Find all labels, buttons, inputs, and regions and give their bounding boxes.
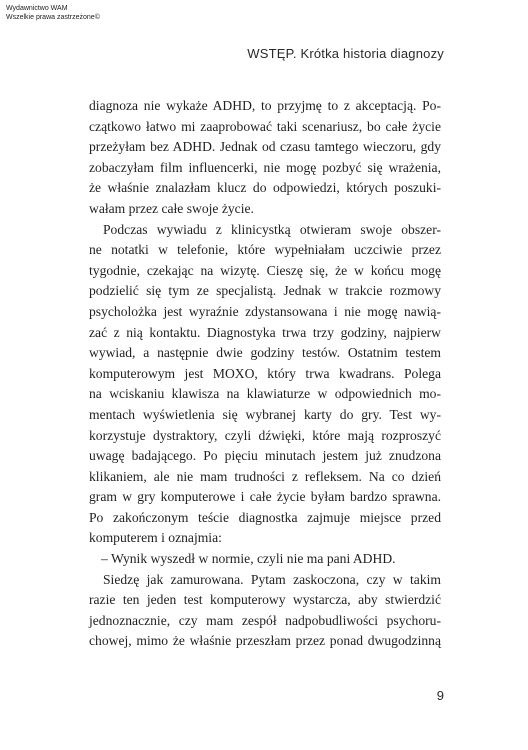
text-line: mentach wyświetlenia się wybranej karty do gry. Test wy- <box>89 406 441 422</box>
running-head: WSTĘP. Krótka historia diagnozy <box>247 46 444 61</box>
text-line: gram w gry komputerowe i całe życie byłam bardzo sprawna. <box>89 489 441 505</box>
text-line: Po zakończonym teście diagnostka zajmuje miejsce przed <box>89 509 441 525</box>
text-line: Siedzę jak zamurowana. Pytam zaskoczona, czy w takim <box>103 571 441 587</box>
text-line: chowej, mimo że właśnie przeszłam przez ponad dwugodzinną <box>89 633 441 649</box>
text-line: jednoznacznie, czy mam zespół nadpobudliwości psychoru- <box>89 612 441 628</box>
text-line: ne notatki w telefonie, które wypełniałam uczciwie przez <box>89 242 441 258</box>
body-text <box>89 96 441 652</box>
text-line: komputerem i oznajmia: <box>89 530 222 546</box>
text-line: że właśnie znalazłam klucz do odpowiedzi, których poszuki- <box>89 180 441 196</box>
publisher-notice <box>6 4 100 22</box>
text-line: na wciskaniu klawisza na klawiaturze w odpowiednich mo- <box>89 386 441 402</box>
page-number: 9 <box>436 688 444 703</box>
text-line: tygodnie, czekając na wizytę. Cieszę się, że w końcu mogę <box>89 262 441 278</box>
text-line: komputerowym jest MOXO, który trwa kwadrans. Polega <box>89 365 441 381</box>
publisher-name: Wydawnictwo WAM <box>6 5 68 12</box>
dialogue-line: – Wynik wyszedł w normie, czyli nie ma pani ADHD. <box>101 551 396 567</box>
text-line: diagnoza nie wykaże ADHD, to przyjmę to z akceptacją. Po- <box>89 98 441 113</box>
text-line: wywiad, a następnie dwie godziny testów. Ostatnim testem <box>89 345 441 361</box>
text-line: klikaniem, ale nie mam trudności z refleksem. Na co dzień <box>89 468 441 484</box>
text-line: uwagę badającego. Po pięciu minutach jestem już znudzona <box>89 448 441 464</box>
text-line: przeżyłam bez ADHD. Jednak od czasu tamtego wieczoru, gdy <box>89 139 441 155</box>
text-line: psycholożka jest wyraźnie zdystansowana i nie mogę nawią- <box>89 303 441 319</box>
text-line: Podczas wywiadu z klinicystką otwieram swoje obszer- <box>103 221 441 237</box>
publisher-rights: Wszelkie prawa zastrzeżone© <box>6 14 100 21</box>
text-line: czątkowo łatwo mi zaaprobować taki scenariusz, bo całe życie <box>89 118 441 134</box>
text-line: zobaczyłam film influencerki, nie mogę pozbyć się wrażenia, <box>89 159 441 175</box>
text-line: razie ten jeden test komputerowy wystarcza, aby stwierdzić <box>89 592 441 608</box>
text-line: korzystuje dystraktory, czyli dźwięki, które mają rozproszyć <box>89 427 441 443</box>
text-line: zać z nią kontaktu. Diagnostyka trwa trzy godziny, najpierw <box>89 324 441 340</box>
text-line: podzielić się tym ze specjalistą. Jednak w trakcie rozmowy <box>89 283 441 299</box>
text-line: wałam przez całe swoje życie. <box>89 200 254 216</box>
